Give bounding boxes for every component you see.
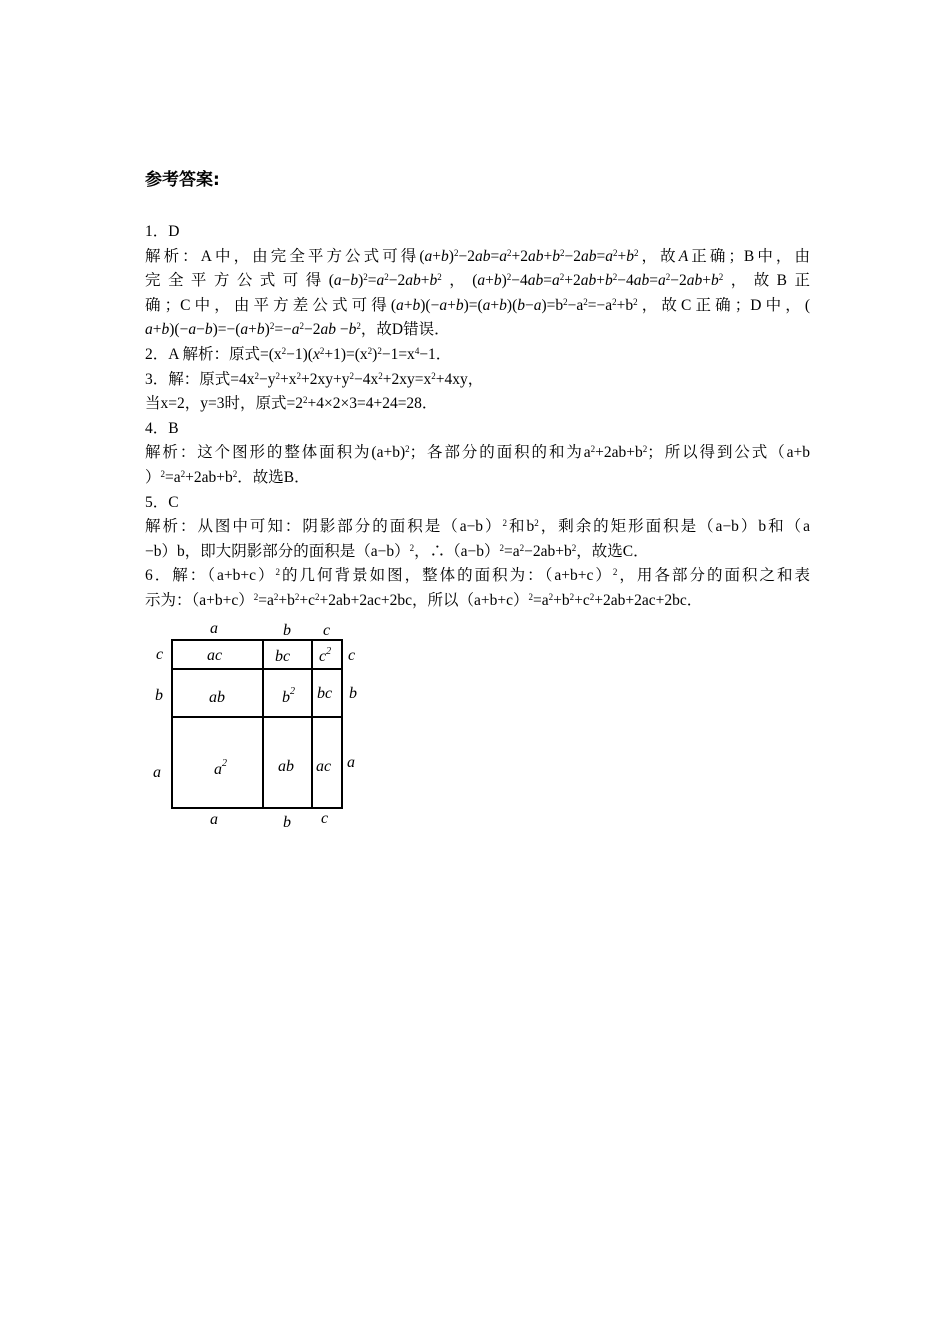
q1-head: 1．D [145, 223, 180, 240]
top-label-b: b [283, 622, 291, 639]
outer-square [172, 640, 342, 808]
cell-ab-middle: ab [209, 689, 225, 706]
q4-head: 4．B [145, 419, 179, 437]
cell-bc-right: bc [317, 685, 333, 702]
answer-content [145, 168, 810, 614]
left-label-c: c [156, 646, 164, 663]
q1-line1: 解析：A中，由完全平方公式可得$(a+b)^2-2ab=a^2+2ab+b^2-2ab=a^2+b^2$，故A正确；B中，由 [145, 247, 810, 265]
q6-line2: 示为：$(a+b+c)^2=a^2+b^2+c^2+2ab+2ac+2bc$，所以$(a+b+c)^2=a^2+b^2+c^2+2ab+2ac+2bc$． [145, 591, 703, 609]
q1-line3: 确；C中，由平方差公式可得$(a+b)(-a+b)=(a+b)(b-a)=b^2-a^2=-a^2+b^2$，故C正确；D中，( [145, 296, 810, 314]
q5-line2: −b）b，即大阴影部分的面积是$(a-b)^2$，$\therefore(a-b)^2=a^2-2ab+b^2$，故选C． [145, 542, 649, 560]
top-label-c: c [323, 622, 331, 639]
area-diagram-svg [145, 616, 375, 836]
top-label-a: a [210, 620, 218, 637]
q3-line2: 当x=2，y=3时，原式$=2^2+4\times 2\times 3=4+24=28$． [145, 395, 438, 413]
cell-b-squared: $b^2$ [282, 686, 295, 706]
cell-bc-top: bc [275, 648, 291, 665]
q3-line1: 3．解：原式$=4x^2-y^2+x^2+2xy+y^2-4x^2+2xy=x^2+4xy$， [145, 370, 484, 388]
left-label-b: b [155, 687, 163, 704]
right-label-c: c [348, 647, 356, 664]
q5-line1: 解析：从图中可知：阴影部分的面积是$(a-b)^2$和$b^2$，剩余的矩形面积是（a−b）b和（a [145, 518, 810, 536]
q1-line2: 完全平方公式可得$(a-b)^2=a^2-2ab+b^2$，$(a+b)^2-4ab=a^2+2ab+b^2-4ab=a^2-2ab+b^2$，故B正 [145, 272, 810, 290]
q2-line: 2．A 解析：原式$=(x^2-1)(x^2+1)=(x^2)^2-1=x^4-1$． [145, 345, 452, 363]
cell-ab-bottom: ab [278, 758, 294, 775]
q5-head: 5．C [145, 493, 179, 511]
bottom-label-b: b [283, 814, 291, 831]
cell-c-squared: $c^2$ [319, 646, 332, 665]
cell-ac-right: ac [316, 758, 332, 775]
right-label-a: a [347, 754, 355, 771]
right-label-b: b [349, 685, 357, 702]
cell-a-squared: $a^2$ [214, 758, 227, 778]
q1-line4: $a+b)(-a-b)=-(a+b)^2=-a^2-2ab -b^2$，故D错误． [145, 321, 450, 339]
bottom-label-c: c [321, 810, 329, 827]
page-title: 参考答案: [145, 170, 220, 190]
bottom-label-a: a [210, 811, 218, 828]
left-label-a: a [153, 764, 161, 781]
q4-line1: 解析：这个图形的整体面积为$(a+b)^2$；各部分的面积的和为$a^2+2ab+b^2$；所以得到公式（a+b [145, 444, 810, 462]
q6-line1: 6．解：$(a+b+c)^2$的几何背景如图，整体的面积为：$(a+b+c)^2$，用各部分的面积之和表 [145, 567, 810, 585]
area-diagram [145, 616, 375, 836]
q4-line2: ）$^2=a^2+2ab+b^2$．故选B． [145, 468, 310, 486]
cell-ac-top: ac [207, 647, 223, 664]
